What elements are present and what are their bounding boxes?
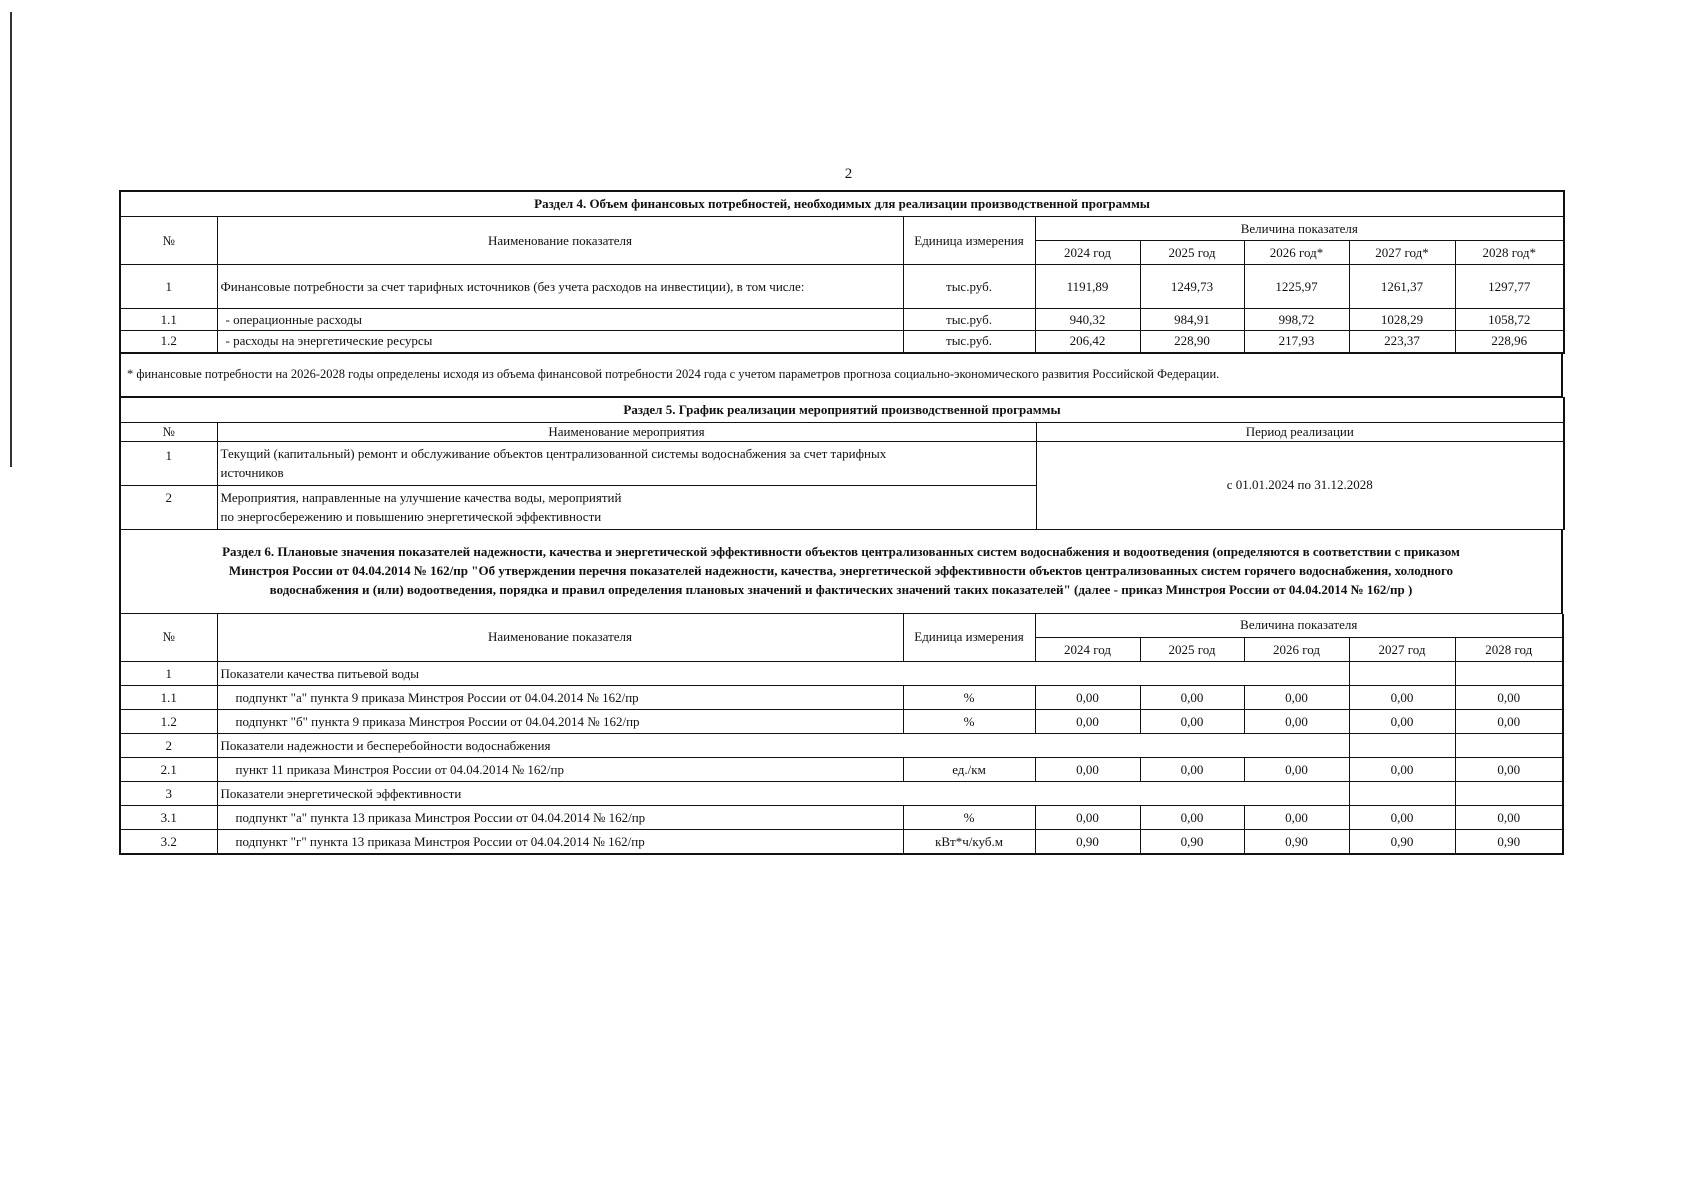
row-num: 1	[120, 662, 217, 686]
section6-title	[120, 530, 1562, 614]
row-unit: тыс.руб.	[903, 309, 1035, 331]
row-name: подпункт "а" пункта 13 приказа Минстроя России от 04.04.2014 № 162/пр	[217, 806, 903, 830]
row-value: 1261,37	[1349, 265, 1455, 309]
table-row	[120, 806, 1563, 830]
row-value: 0,00	[1140, 710, 1244, 734]
row-unit: тыс.руб.	[903, 265, 1035, 309]
header-year: 2024 год	[1035, 638, 1140, 662]
row-name: - операционные расходы	[217, 309, 903, 331]
row-unit: %	[903, 806, 1035, 830]
row-value: 1249,73	[1140, 265, 1244, 309]
header-num: №	[120, 217, 217, 265]
row-num: 3	[120, 782, 217, 806]
section6-title-line: Минстроя России от 04.04.2014 № 162/пр "Об утверждении перечня показателей надежности, качества, энергетической эффективности объектов централизованных систем горячего водоснабжения, холодного	[228, 562, 1454, 578]
row-value: 0,00	[1349, 806, 1455, 830]
row-value: 0,00	[1035, 806, 1140, 830]
row-value: 0,00	[1349, 758, 1455, 782]
empty-cell	[1455, 662, 1563, 686]
document-body	[119, 190, 1563, 855]
row-value: 1191,89	[1035, 265, 1140, 309]
table-row	[120, 265, 1564, 309]
row-value: 0,00	[1244, 686, 1349, 710]
row-value: 0,00	[1035, 758, 1140, 782]
row-num: 1.2	[120, 331, 217, 353]
row-name-line: источников	[220, 465, 284, 480]
row-name: подпункт "а" пункта 9 приказа Минстроя России от 04.04.2014 № 162/пр	[217, 686, 903, 710]
header-unit: Единица измерения	[903, 614, 1035, 662]
section4-title: Раздел 4. Объем финансовых потребностей, необходимых для реализации производственной программы	[120, 191, 1564, 217]
row-name: пункт 11 приказа Минстроя России от 04.04.2014 № 162/пр	[217, 758, 903, 782]
row-group-name: Показатели качества питьевой воды	[217, 662, 1349, 686]
row-unit: %	[903, 710, 1035, 734]
row-value: 0,00	[1140, 686, 1244, 710]
row-value: 206,42	[1035, 331, 1140, 353]
row-num: 2.1	[120, 758, 217, 782]
row-num: 1	[120, 265, 217, 309]
row-value: 228,96	[1455, 331, 1564, 353]
section4-table	[119, 190, 1565, 354]
row-unit: тыс.руб.	[903, 331, 1035, 353]
header-period: Период реализации	[1036, 422, 1564, 441]
row-value: 0,00	[1244, 758, 1349, 782]
header-year: 2024 год	[1035, 241, 1140, 265]
row-value: 0,00	[1035, 686, 1140, 710]
row-value: 0,90	[1244, 830, 1349, 855]
page-number: 2	[844, 166, 853, 182]
table-row	[120, 331, 1564, 353]
header-num: №	[120, 422, 217, 441]
row-value: 0,00	[1140, 758, 1244, 782]
row-value: 228,90	[1140, 331, 1244, 353]
table-row-group	[120, 662, 1563, 686]
row-value: 1225,97	[1244, 265, 1349, 309]
table-row-group	[120, 782, 1563, 806]
row-value: 0,00	[1349, 686, 1455, 710]
header-year: 2028 год	[1455, 638, 1563, 662]
row-unit: кВт*ч/куб.м	[903, 830, 1035, 855]
header-year: 2028 год*	[1455, 241, 1564, 265]
row-group-name: Показатели энергетической эффективности	[217, 782, 1349, 806]
row-value: 998,72	[1244, 309, 1349, 331]
row-value: 0,00	[1455, 806, 1563, 830]
row-unit: ед./км	[903, 758, 1035, 782]
row-name: подпункт "г" пункта 13 приказа Минстроя России от 04.04.2014 № 162/пр	[217, 830, 903, 855]
header-num: №	[120, 614, 217, 662]
header-year: 2025 год	[1140, 241, 1244, 265]
header-year: 2026 год*	[1244, 241, 1349, 265]
row-name-line: Мероприятия, направленные на улучшение качества воды, мероприятий	[220, 490, 622, 505]
row-value: 0,00	[1455, 758, 1563, 782]
header-year: 2027 год*	[1349, 241, 1455, 265]
empty-cell	[1349, 734, 1455, 758]
row-value: 0,90	[1140, 830, 1244, 855]
row-num: 3.2	[120, 830, 217, 855]
row-name: подпункт "б" пункта 9 приказа Минстроя России от 04.04.2014 № 162/пр	[217, 710, 903, 734]
section6-title-line: Раздел 6. Плановые значения показателей надежности, качества и энергетической эффективности объектов централизованных систем водоснабжения и водоотведения (определяются в соответствии с приказом	[222, 543, 1460, 559]
section4-footnote	[119, 354, 1563, 397]
period-cell: с 01.01.2024 по 31.12.2028	[1036, 441, 1564, 529]
row-name: - расходы на энергетические ресурсы	[217, 331, 903, 353]
row-value: 0,00	[1035, 710, 1140, 734]
row-num: 1.1	[120, 309, 217, 331]
row-value: 0,00	[1140, 806, 1244, 830]
row-value: 940,32	[1035, 309, 1140, 331]
section5-title: Раздел 5. График реализации мероприятий производственной программы	[120, 397, 1564, 422]
row-num: 1.2	[120, 710, 217, 734]
row-value: 0,00	[1455, 710, 1563, 734]
section6-title-line: водоснабжения и (или) водоотведения, порядка и правил определения плановых значений и фактических значений таких показателей" (далее - приказ Минстроя России от 04.04.2014 № 162/пр )	[269, 581, 1413, 597]
row-value: 1058,72	[1455, 309, 1564, 331]
row-group-name: Показатели надежности и бесперебойности водоснабжения	[217, 734, 1349, 758]
row-value: 0,00	[1244, 806, 1349, 830]
row-value: 0,00	[1244, 710, 1349, 734]
table-row	[120, 309, 1564, 331]
row-value: 0,00	[1455, 686, 1563, 710]
row-num: 1	[120, 441, 217, 485]
row-name-line: по энергосбережению и повышению энергетической эффективности	[220, 509, 602, 524]
footnote-text: * финансовые потребности на 2026-2028 годы определены исходя из объема финансовой потребности 2024 года с учетом параметров прогноза социально-экономического развития Российской Федерации.	[120, 354, 1562, 397]
table-row	[120, 441, 1564, 485]
table-row	[120, 710, 1563, 734]
row-name-line: Текущий (капитальный) ремонт и обслуживание объектов централизованной системы водоснабжения за счет тарифных	[220, 446, 887, 461]
row-value: 1297,77	[1455, 265, 1564, 309]
row-value: 217,93	[1244, 331, 1349, 353]
row-unit: %	[903, 686, 1035, 710]
empty-cell	[1349, 662, 1455, 686]
empty-cell	[1455, 782, 1563, 806]
row-name	[217, 441, 1036, 485]
row-value: 0,90	[1349, 830, 1455, 855]
section5-table	[119, 397, 1565, 530]
section6-header-block	[119, 530, 1563, 614]
row-num: 1.1	[120, 686, 217, 710]
header-name: Наименование показателя	[217, 217, 903, 265]
table-row	[120, 758, 1563, 782]
header-unit: Единица измерения	[903, 217, 1035, 265]
section6-table	[119, 614, 1564, 856]
row-name	[217, 485, 1036, 529]
row-num: 2	[120, 734, 217, 758]
row-num: 3.1	[120, 806, 217, 830]
row-num: 2	[120, 485, 217, 529]
row-value: 223,37	[1349, 331, 1455, 353]
row-value: 0,00	[1349, 710, 1455, 734]
table-row	[120, 686, 1563, 710]
header-name: Наименование мероприятия	[217, 422, 1036, 441]
header-value: Величина показателя	[1035, 614, 1563, 638]
row-value: 0,90	[1035, 830, 1140, 855]
header-year: 2027 год	[1349, 638, 1455, 662]
empty-cell	[1349, 782, 1455, 806]
empty-cell	[1455, 734, 1563, 758]
header-year: 2025 год	[1140, 638, 1244, 662]
row-value: 0,90	[1455, 830, 1563, 855]
scan-margin-line	[10, 12, 12, 467]
row-name: Финансовые потребности за счет тарифных источников (без учета расходов на инвестиции), в том числе:	[217, 265, 903, 309]
table-row-group	[120, 734, 1563, 758]
header-name: Наименование показателя	[217, 614, 903, 662]
row-value: 984,91	[1140, 309, 1244, 331]
header-value: Величина показателя	[1035, 217, 1564, 241]
table-row	[120, 830, 1563, 855]
header-year: 2026 год	[1244, 638, 1349, 662]
row-value: 1028,29	[1349, 309, 1455, 331]
